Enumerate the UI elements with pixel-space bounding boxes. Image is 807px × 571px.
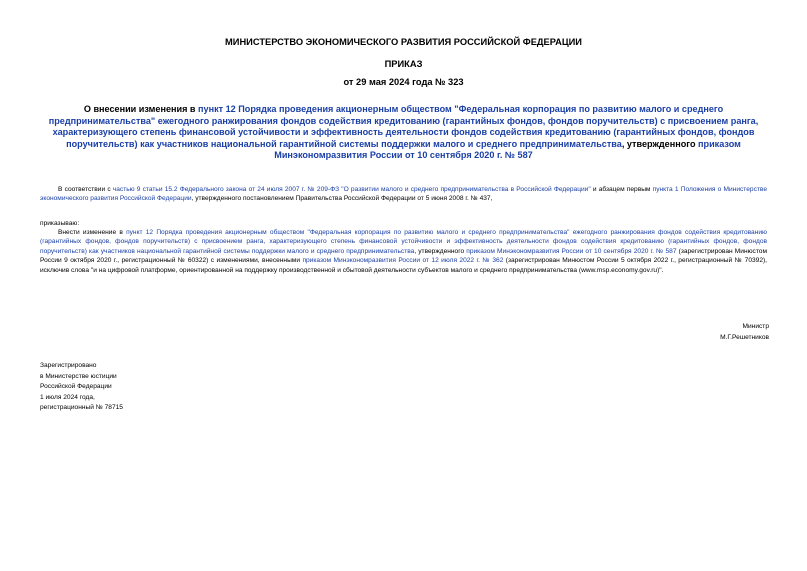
basis-text-1: В соответствии с	[58, 186, 113, 193]
registration-line: Зарегистрировано	[40, 362, 97, 369]
order-text-2: , утвержденного	[414, 247, 467, 255]
registration-line: регистрационный № 78715	[40, 404, 123, 411]
basis-text-2: и абзацем первым	[590, 186, 653, 193]
title-link-order[interactable]: приказом Минэкономразвития России от 10 сентября 2020 г. № 587	[274, 138, 741, 161]
registration-line: в Министерстве юстиции	[40, 372, 117, 380]
order-link-order-587[interactable]: приказом Минэкономразвития России от 10 сентября 2020 г. № 587	[466, 247, 677, 255]
title-link-procedure[interactable]: пункт 12 Порядка проведения акционерным обществом "Федеральная корпорация по развитию малого и среднего предпринимательства" ежегодного ранжирования фондов содействия кредитованию (гарантийных фондов, фондов поручительств) с присвоением ранга, характеризующего степень финансовой устойчивости и эффективность деятельности фондов содействия кредитованию (гарантийных фондов, фондов поручительств) как участников национальной гарантийной системы поддержки малого и среднего предпринимательства	[48, 104, 759, 149]
registration-block	[40, 361, 123, 414]
basis-paragraph	[40, 185, 767, 204]
registration-line: 1 июля 2024 года,	[40, 393, 95, 401]
order-text-1: Внести изменение в	[58, 229, 127, 236]
signature-name: М.Г.Решетников	[720, 334, 769, 341]
basis-link-regulation[interactable]: пункта 1 Положения о Министерстве экономического развития Российской Федерации	[40, 186, 767, 203]
order-link-procedure[interactable]: пункт 12 Порядка проведения акционерным обществом "Федеральная корпорация по развитию малого и среднего предпринимательства" ежегодного ранжирования фондов содействия кредитованию (гарантийных фондов, фондов поручительств) с присвоением ранга, характеризующего степень финансовой устойчивости и эффективность деятельности фондов содействия кредитованию (гарантийных фондов, фондов поручительств) как участников национальной гарантийной системы поддержки малого и среднего предпринимательства	[40, 229, 767, 255]
basis-text-3: , утвержденного постановлением Правительства Российской Федерации от 5 июня 2008 г. № 437,	[191, 195, 493, 203]
order-text-3: (зарегистрирован Минюстом России 9 октября 2020 г., регистрационный № 60322) с изменениями, внесенными	[40, 247, 767, 265]
document-date: от 29 мая 2024 года № 323	[343, 77, 464, 87]
registration-line: Российской Федерации	[40, 383, 112, 390]
title-text-1: О внесении изменения в	[83, 104, 199, 114]
order-link-order-362[interactable]: приказом Минэкономразвития России от 12 июля 2022 г. № 362	[302, 257, 504, 265]
basis-link-federal-law[interactable]: частью 9 статьи 15.2 Федерального закона от 24 июля 2007 г. № 209-ФЗ "О развитии малого и среднего предпринимательства в Российской Федерации"	[112, 186, 591, 193]
signature-block	[720, 321, 769, 343]
order-text-4: (зарегистрирован Минюстом России 5 октября 2022 г., регистрационный № 70392), исключив слова "и на цифровой платформе, ориентированной на поддержку производственной и сбытовой деятельности субъектов малого и среднего предпринимательства (www.msp.economy.gov.ru)".	[40, 257, 768, 274]
ministry-name: МИНИСТЕРСТВО ЭКОНОМИЧЕСКОГО РАЗВИТИЯ РОССИЙСКОЙ ФЕДЕРАЦИИ	[225, 37, 582, 47]
order-paragraph	[40, 228, 767, 275]
document-title	[36, 104, 771, 162]
document-type: ПРИКАЗ	[384, 59, 423, 69]
signature-position: Министр	[742, 323, 769, 330]
ordered-label: приказываю:	[40, 220, 80, 227]
title-text-2: , утвержденного	[621, 138, 699, 149]
